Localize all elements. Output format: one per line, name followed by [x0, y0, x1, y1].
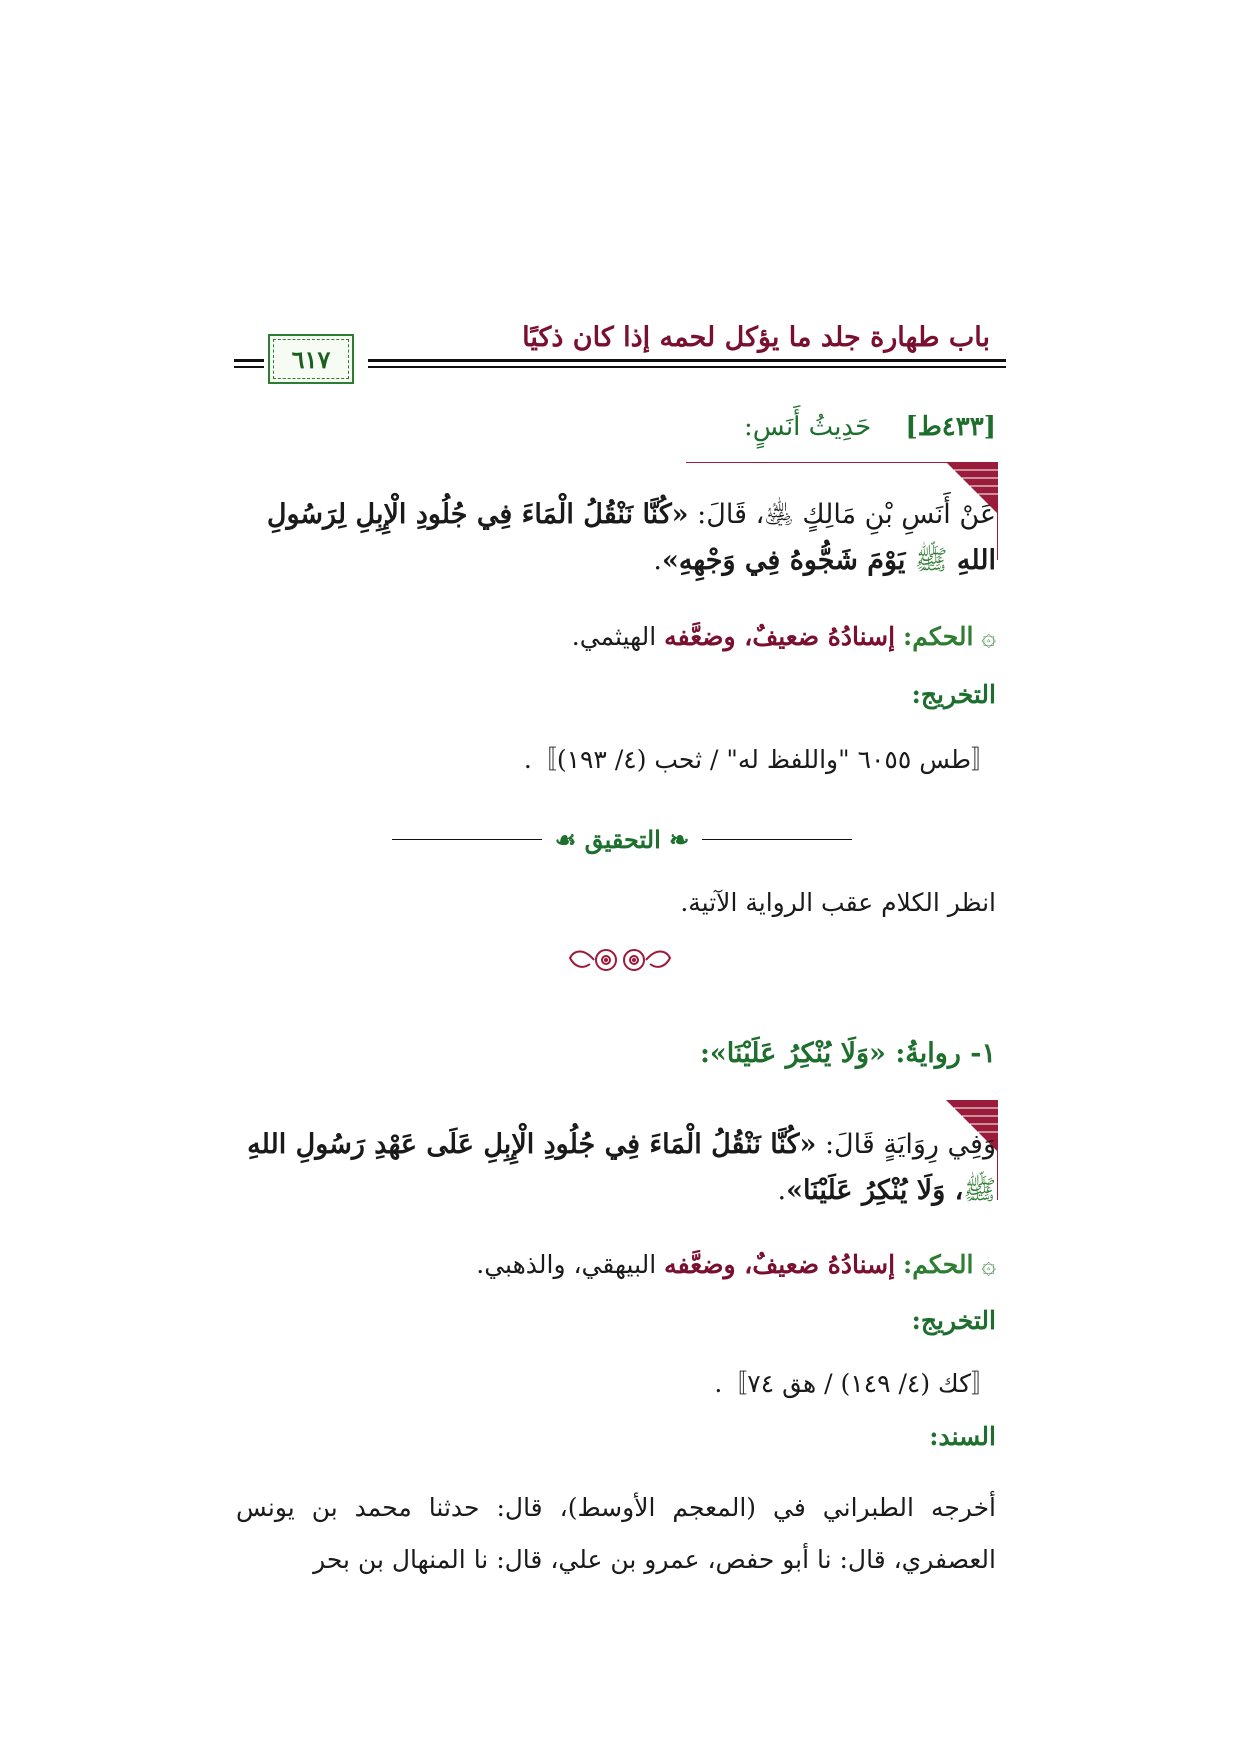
sanad-paragraph: أخرجه الطبراني في (المعجم الأوسط)، قال: حدثنا محمد بن يونس العصفري، قال: نا أبو حفص، عمرو بن علي، قال: نا المنهال بن بحر	[236, 1493, 996, 1574]
sanad-label: السند:	[929, 1422, 996, 1451]
hukm-label: الحكم:	[903, 622, 974, 651]
hadith-matn	[236, 492, 996, 584]
hukm-line	[572, 622, 996, 651]
tahqiq-text: انظر الكلام عقب الرواية الآتية.	[680, 888, 996, 917]
tahqiq-divider	[392, 825, 852, 855]
hukm-by: البيهقي، والذهبي.	[476, 1250, 657, 1279]
flourish-icon: ☙	[554, 825, 577, 854]
page-number: ٦١٧	[291, 344, 331, 374]
header-rule	[234, 359, 264, 362]
hadith-title: حَدِيثُ أَنَسٍ:	[744, 412, 872, 442]
matn-quote: «كُنَّا نَنْقُلُ الْمَاءَ فِي جُلُودِ الْإِبِلِ لِرَسُولِ اللهِ	[266, 499, 996, 576]
corner-rule	[997, 512, 998, 560]
matn-end: .	[777, 1175, 787, 1206]
matn-quote: «كُنَّا نَنْقُلُ الْمَاءَ فِي جُلُودِ الْإِبِلِ عَلَى عَهْدِ رَسُولِ اللهِ	[247, 1129, 817, 1160]
hukm-label: الحكم:	[903, 1250, 974, 1279]
hadith-heading	[744, 412, 996, 442]
header-rule	[234, 366, 264, 368]
corner-rule	[686, 462, 948, 463]
takhrij-label: التخريج:	[911, 1306, 996, 1335]
matn-quote: يَوْمَ شَجُّوهُ فِي وَجْهِهِ»	[661, 545, 915, 576]
hadith-number: [٤٣٣ط]	[905, 412, 996, 442]
hukm-icon: ۞	[981, 622, 996, 651]
hukm-by: الهيثمي.	[571, 622, 657, 651]
section-ornament	[560, 940, 680, 980]
matn-intro: وَفِي رِوَايَةٍ قَالَ:	[816, 1129, 996, 1160]
hukm-text: إسنادُهُ ضعيفٌ، وضعَّفه	[664, 1250, 896, 1279]
salawat-glyph: ﷺ	[963, 1175, 996, 1206]
riwaya-matn	[236, 1122, 996, 1214]
header-rule	[368, 366, 1006, 368]
riwaya-title: ١- روايةُ: «وَلَا يُنْكِرُ عَلَيْنَا»:	[699, 1038, 996, 1069]
header-rule	[368, 359, 1006, 362]
takhrij-label: التخريج:	[911, 680, 996, 709]
page-number-badge	[268, 334, 354, 384]
takhrij-text: 〚كك (٤/ ١٤٩) / هق ٧٤〛.	[714, 1369, 996, 1398]
takhrij-text: 〚طس ٦٠٥٥ "واللفظ له" / ثحب (٤/ ١٩٣)〛.	[523, 745, 996, 774]
matn-quote: ، وَلَا يُنْكِرُ عَلَيْنَا»	[786, 1175, 964, 1206]
hukm-icon: ۞	[981, 1250, 996, 1279]
salawat-glyph: ﷺ	[914, 545, 948, 576]
tahqiq-label: ❧ التحقيق ☙	[554, 825, 690, 854]
hukm-text: إسنادُهُ ضعيفٌ، وضعَّفه	[664, 622, 896, 651]
flourish-icon: ❧	[669, 825, 690, 854]
hukm-line	[476, 1250, 996, 1279]
corner-rule	[997, 1150, 998, 1200]
matn-intro: عَنْ أَنَسِ بْنِ مَالِكٍ ﵁، قَالَ:	[688, 499, 996, 530]
matn-end: .	[653, 545, 662, 576]
chapter-title: باب طهارة جلد ما يؤكل لحمه إذا كان ذكيًا	[522, 322, 990, 353]
